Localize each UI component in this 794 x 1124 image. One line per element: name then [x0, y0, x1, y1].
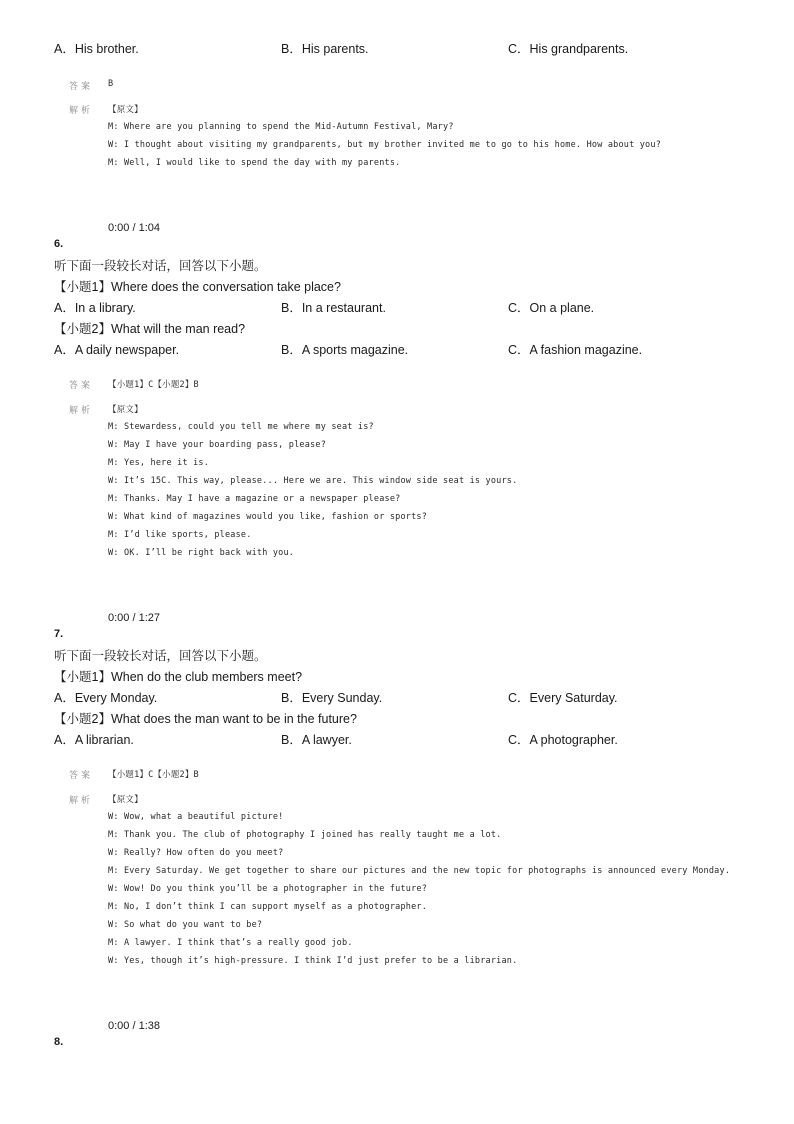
- q6-transcript-line: M: Thanks. May I have a magazine or a newspaper please?: [108, 494, 401, 504]
- q7-sub2-option-a[interactable]: A．A librarian.: [54, 733, 134, 747]
- q6-sub1-question: 【小题1】Where does the conversation take place?: [54, 280, 341, 294]
- q6-analysis-head: 【原文】: [108, 405, 143, 415]
- q8-number: 8.: [54, 1036, 64, 1048]
- q5-audio-time[interactable]: 0:00 / 1:04: [108, 222, 160, 234]
- q7-analysis-label: 解析: [69, 795, 94, 805]
- q6-transcript-line: W: What kind of magazines would you like, fashion or sports?: [108, 512, 428, 522]
- q7-sub2-option-b[interactable]: B．A lawyer.: [281, 733, 352, 747]
- q6-sub2-option-a[interactable]: A．A daily newspaper.: [54, 343, 180, 357]
- q7-sub1-question: 【小题1】When do the club members meet?: [54, 670, 303, 684]
- q7-transcript-line: W: Wow! Do you think you’ll be a photographer in the future?: [108, 884, 428, 894]
- q6-audio-time[interactable]: 0:00 / 1:27: [108, 612, 160, 624]
- q5-transcript-line: W: I thought about visiting my grandparents, but my brother invited me to go to his home. How about you?: [108, 140, 662, 150]
- q7-transcript-line: W: Yes, though it’s high-pressure. I think I’d just prefer to be a librarian.: [108, 956, 518, 966]
- q6-transcript-line: W: It’s 15C. This way, please... Here we are. This window side seat is yours.: [108, 476, 518, 486]
- q5-option-c[interactable]: C．His grandparents.: [508, 42, 629, 56]
- q5-transcript-line: M: Well, I would like to spend the day with my parents.: [108, 158, 401, 168]
- q5-answer-value: B: [108, 79, 114, 89]
- q6-transcript-line: W: May I have your boarding pass, please?: [108, 440, 327, 450]
- q5-answer-label: 答案: [69, 81, 94, 91]
- q6-transcript-line: M: I’d like sports, please.: [108, 530, 252, 540]
- q5-analysis-head: 【原文】: [108, 105, 143, 115]
- q6-sub2-option-b[interactable]: B．A sports magazine.: [281, 343, 409, 357]
- q6-transcript-line: W: OK. I’ll be right back with you.: [108, 548, 295, 558]
- q7-intro: 听下面一段较长对话，回答以下小题。: [54, 649, 267, 663]
- q7-transcript-line: M: Every Saturday. We get together to share our pictures and the new topic for photographs is announced every Monday.: [108, 866, 731, 876]
- q7-transcript-line: M: A lawyer. I think that’s a really good job.: [108, 938, 353, 948]
- q6-sub1-option-c[interactable]: C．On a plane.: [508, 301, 595, 315]
- q7-answer-label: 答案: [69, 770, 94, 780]
- q7-number: 7.: [54, 628, 64, 640]
- q6-transcript-line: M: Yes, here it is.: [108, 458, 210, 468]
- q7-transcript-line: M: Thank you. The club of photography I joined has really taught me a lot.: [108, 830, 502, 840]
- q7-transcript-line: W: Really? How often do you meet?: [108, 848, 284, 858]
- q7-sub1-option-b[interactable]: B．Every Sunday.: [281, 691, 383, 705]
- q7-sub1-option-c[interactable]: C．Every Saturday.: [508, 691, 618, 705]
- q7-sub2-option-c[interactable]: C．A photographer.: [508, 733, 618, 747]
- q5-analysis-label: 解析: [69, 105, 94, 115]
- q6-intro: 听下面一段较长对话，回答以下小题。: [54, 259, 267, 273]
- q6-answer-value: 【小题1】C【小题2】B: [108, 380, 199, 390]
- q7-sub2-question: 【小题2】What does the man want to be in the future?: [54, 712, 357, 726]
- q6-sub1-option-a[interactable]: A．In a library.: [54, 301, 136, 315]
- q7-transcript-line: W: So what do you want to be?: [108, 920, 263, 930]
- q7-sub1-option-a[interactable]: A．Every Monday.: [54, 691, 158, 705]
- q7-transcript-line: W: Wow, what a beautiful picture!: [108, 812, 284, 822]
- q6-number: 6.: [54, 238, 64, 250]
- q5-option-a[interactable]: A．His brother.: [54, 42, 139, 56]
- q7-analysis-head: 【原文】: [108, 795, 143, 805]
- q6-analysis-label: 解析: [69, 405, 94, 415]
- q5-transcript-line: M: Where are you planning to spend the Mid-Autumn Festival, Mary?: [108, 122, 454, 132]
- q6-answer-label: 答案: [69, 380, 94, 390]
- q7-audio-time[interactable]: 0:00 / 1:38: [108, 1020, 160, 1032]
- q7-transcript-line: M: No, I don’t think I can support myself as a photographer.: [108, 902, 428, 912]
- q6-sub2-option-c[interactable]: C．A fashion magazine.: [508, 343, 643, 357]
- q6-transcript-line: M: Stewardess, could you tell me where my seat is?: [108, 422, 374, 432]
- q6-sub2-question: 【小题2】What will the man read?: [54, 322, 246, 336]
- q5-option-b[interactable]: B．His parents.: [281, 42, 369, 56]
- q7-answer-value: 【小题1】C【小题2】B: [108, 770, 199, 780]
- q6-sub1-option-b[interactable]: B．In a restaurant.: [281, 301, 386, 315]
